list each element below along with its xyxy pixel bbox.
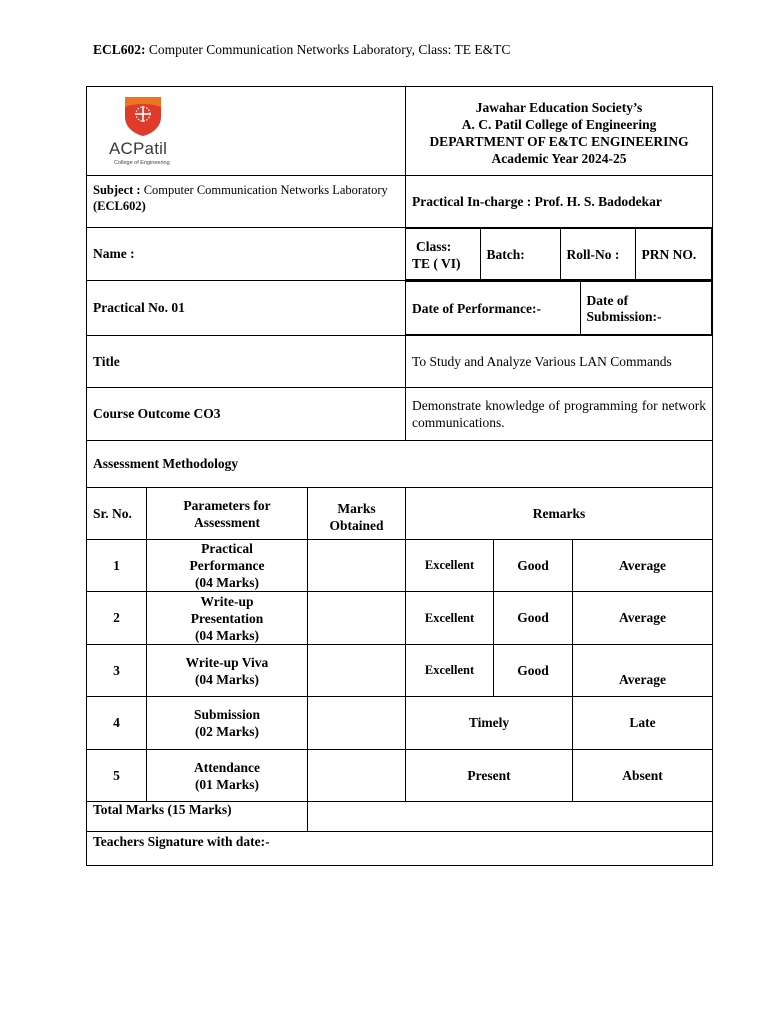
table-row [87,645,713,697]
subject-value: Computer Communication Networks Laboratory [143,183,388,197]
row-parameter: Submission (02 Marks) [147,697,308,750]
total-marks-cell[interactable] [308,802,713,832]
logo-subtitle: College of Engineering [114,160,170,166]
practical-form-table [86,86,713,866]
table-row [87,697,713,750]
date-of-performance: Date of Performance:- [406,282,580,335]
teacher-signature-field: Teachers Signature with date:- [87,832,713,866]
row-sr: 3 [87,645,147,697]
academic-year: Academic Year 2024-25 [491,151,627,166]
roll-no-field: Roll-No : [560,229,635,280]
logo-wordmark: ACPatil [109,139,168,158]
college-crest-icon [123,95,163,137]
remark-excellent: Excellent [406,645,494,697]
dates-grid [406,281,712,335]
remark-present: Present [406,750,573,802]
course-code: ECL602: [93,42,146,57]
col-sr-no: Sr. No. [87,488,147,540]
remark-timely: Timely [406,697,573,750]
row-parameter: Write-up Presentation (04 Marks) [147,592,308,645]
institution-block [406,87,713,176]
table-row [87,592,713,645]
class-label: Class: [416,238,452,254]
row-sr: 1 [87,540,147,592]
incharge-cell: Practical In-charge : Prof. H. S. Badodekar [406,176,713,228]
name-field: Name : [87,228,406,281]
remark-average: Average [573,540,713,592]
remark-absent: Absent [573,750,713,802]
remark-average: Average [573,592,713,645]
marks-obtained-cell[interactable] [308,592,406,645]
title-label: Title [87,336,406,388]
remark-excellent: Excellent [406,540,494,592]
table-row [87,750,713,802]
row-sr: 4 [87,697,147,750]
marks-obtained-cell[interactable] [308,540,406,592]
row-parameter: Practical Performance (04 Marks) [147,540,308,592]
remark-excellent: Excellent [406,592,494,645]
class-field [406,229,480,280]
subject-code: (ECL602) [93,199,146,213]
department-name: DEPARTMENT OF E&TC ENGINEERING [429,134,689,149]
course-outcome-label: Course Outcome CO3 [87,388,406,441]
total-marks-label: Total Marks (15 Marks) [87,802,308,832]
class-value: TE ( VI) [412,255,461,271]
marks-obtained-cell[interactable] [308,750,406,802]
subject-label: Subject : [93,183,141,197]
remark-good: Good [494,645,573,697]
course-outcome-value: Demonstrate knowledge of programming for network communications. [406,388,713,441]
table-row [87,540,713,592]
remark-good: Good [494,592,573,645]
col-remarks: Remarks [406,488,713,540]
college-name: A. C. Patil College of Engineering [461,117,657,132]
row-parameter: Attendance (01 Marks) [147,750,308,802]
date-of-submission: Date of Submission:- [580,282,712,335]
remark-average: Average [573,645,713,697]
course-title: Computer Communication Networks Laboratory, Class: TE E&TC [148,42,511,57]
remark-late: Late [573,697,713,750]
society-name: Jawahar Education Society’s [475,100,643,115]
prn-field: PRN NO. [635,229,712,280]
marks-obtained-cell[interactable] [308,645,406,697]
title-value: To Study and Analyze Various LAN Commands [406,336,713,388]
practical-number: Practical No. 01 [87,281,406,336]
col-marks-obtained: Marks Obtained [308,488,406,540]
assessment-methodology-heading: Assessment Methodology [87,441,713,488]
student-details-grid [406,228,712,280]
marks-obtained-cell[interactable] [308,697,406,750]
col-parameters: Parameters for Assessment [147,488,308,540]
row-sr: 2 [87,592,147,645]
row-parameter: Write-up Viva (04 Marks) [147,645,308,697]
page-header [93,42,510,58]
subject-cell [87,176,406,228]
remark-good: Good [494,540,573,592]
row-sr: 5 [87,750,147,802]
batch-field: Batch: [480,229,560,280]
logo-cell [87,87,406,176]
